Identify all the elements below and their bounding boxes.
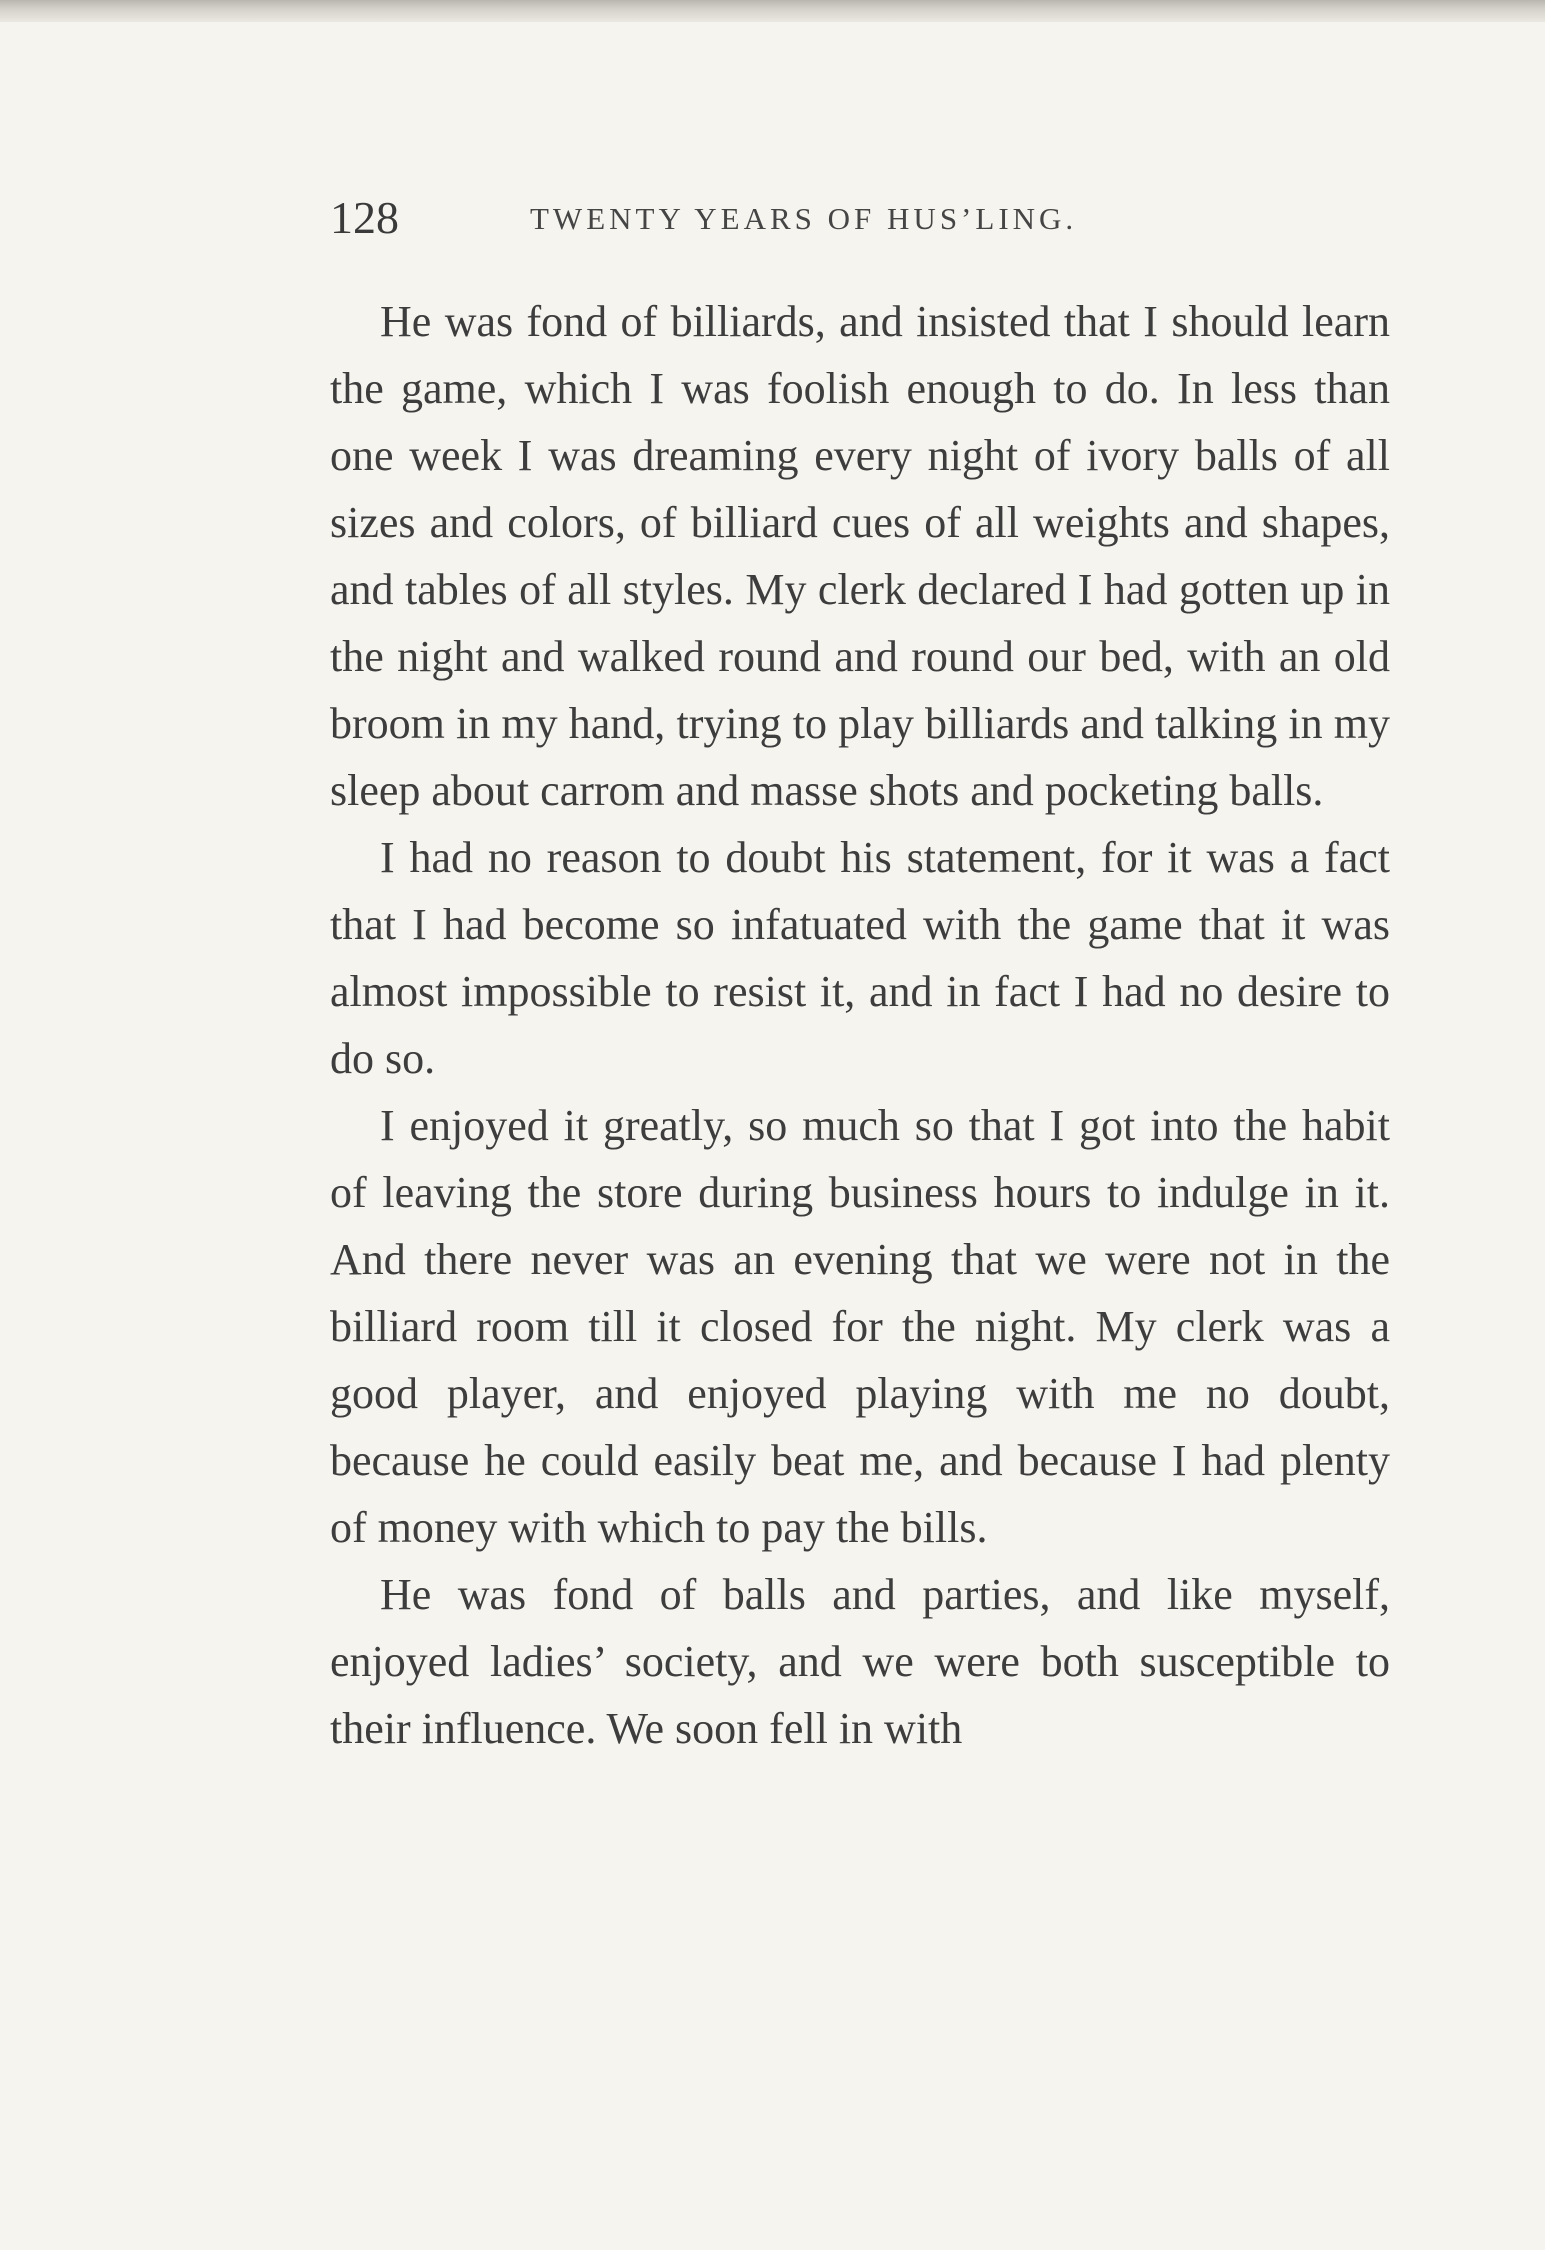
running-head <box>330 188 1390 248</box>
paragraph-4: He was fond of balls and parties, and like myself, enjoyed ladies’ society, and we were both susceptible to their influence. We soon fell in with <box>330 1570 1390 1753</box>
body-text <box>330 288 1390 1762</box>
page-number: 128 <box>330 192 399 243</box>
running-title: TWENTY YEARS OF HUS’LING. <box>530 201 1078 236</box>
paragraph-1: He was fond of billiards, and insisted that I should learn the game, which I was foolish enough to do. In less than one week I was dreaming every night of ivory balls of all sizes and colors, of billiard cues of all weights and shapes, and tables of all styles. My clerk declared I had gotten up in the night and walked round and round our bed, with an old broom in my hand, trying to play billiards and talking in my sleep about carrom and masse shots and pocketing balls. <box>330 297 1390 815</box>
paragraph-3: I enjoyed it greatly, so much so that I got into the habit of leaving the store during business hours to indulge in it. And there never was an evening that we were not in the billiard room till it closed for the night. My clerk was a good player, and enjoyed playing with me no doubt, because he could easily beat me, and because I had plenty of money with which to pay the bills. <box>330 1101 1390 1552</box>
paragraph-2: I had no reason to doubt his statement, for it was a fact that I had become so infatuated with the game that it was almost impossible to resist it, and in fact I had no desire to do so. <box>330 833 1390 1083</box>
